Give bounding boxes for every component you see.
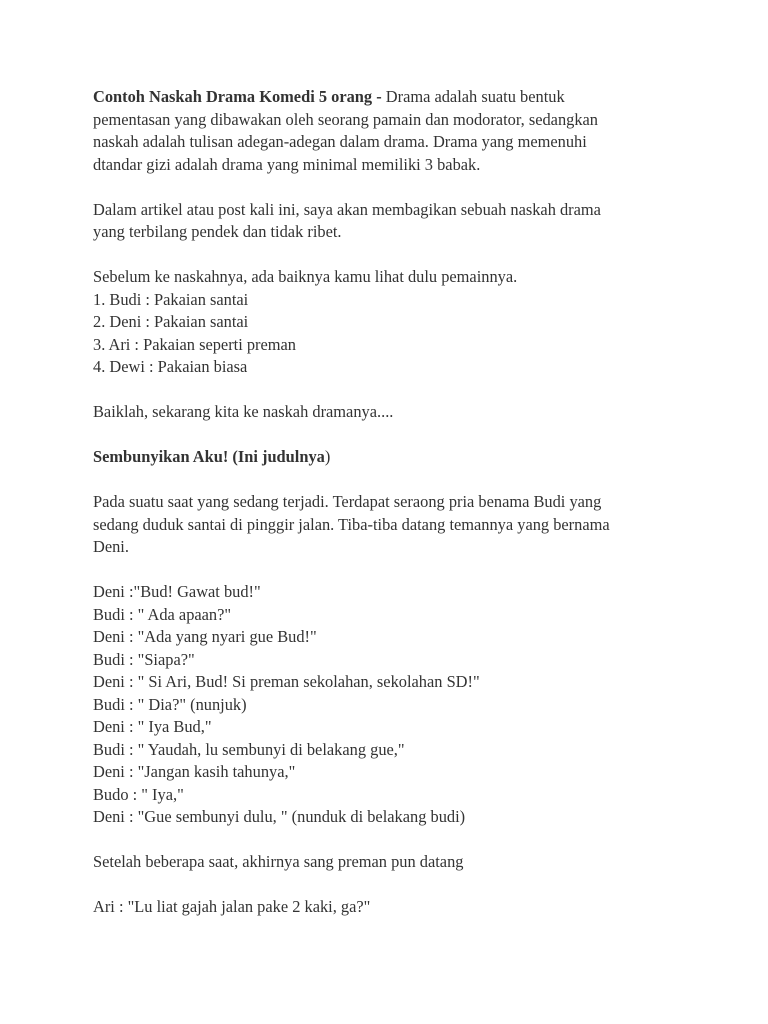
cast-item: 2. Deni : Pakaian santai	[93, 312, 249, 331]
script-title-bold: Sembunyikan Aku! (Ini judulnya	[93, 447, 325, 466]
dialogue-line: Deni : "Jangan kasih tahunya,"	[93, 762, 296, 781]
dialogue-line: Deni : "Gue sembunyi dulu, " (nunduk di belakang budi)	[93, 807, 466, 826]
scene-line-2: sedang duduk santai di pinggir jalan. Tiba-tiba datang temannya yang bernama	[93, 514, 610, 534]
dialogue-line: Budi : "Siapa?"	[93, 649, 195, 669]
after-line: Setelah beberapa saat, akhirnya sang preman pun datang	[93, 852, 464, 871]
ari-line: Ari : "Lu liat gajah jalan pake 2 kaki, ga?"	[93, 897, 371, 916]
article-paragraph	[93, 199, 693, 244]
transition-paragraph	[93, 401, 693, 424]
scene-line-1: Pada suatu saat yang sedang terjadi. Terdapat seraong pria benama Budi yang	[93, 492, 602, 511]
dialogue-line: Deni :"Bud! Gawat bud!"	[93, 582, 261, 601]
cast-intro: Sebelum ke naskahnya, ada baiknya kamu lihat dulu pemainnya.	[93, 267, 518, 286]
intro-line-3: naskah adalah tulisan adegan-adegan dalam drama. Drama yang memenuhi	[93, 132, 587, 151]
article-line-1: Dalam artikel atau post kali ini, saya akan membagikan sebuah naskah drama	[93, 199, 601, 219]
cast-item: 4. Dewi : Pakaian biasa	[93, 357, 248, 376]
intro-title: Contoh Naskah Drama Komedi 5 orang -	[93, 87, 382, 106]
cast-item: 3. Ari : Pakaian seperti preman	[93, 334, 297, 354]
intro-paragraph	[93, 86, 693, 176]
scene-line-3: Deni.	[93, 537, 129, 556]
dialogue-section	[93, 581, 693, 829]
after-paragraph	[93, 851, 693, 874]
intro-line-2: pementasan yang dibawakan oleh seorang pamain dan modorator, sedangkan	[93, 109, 599, 129]
scene-paragraph	[93, 491, 693, 559]
dialogue-line: Deni : " Iya Bud,"	[93, 717, 212, 736]
cast-section	[93, 266, 693, 379]
script-title-end: )	[324, 447, 331, 466]
dialogue-line: Budi : " Yaudah, lu sembunyi di belakang gue,"	[93, 739, 405, 759]
dialogue-line: Budo : " Iya,"	[93, 784, 184, 804]
transition-line: Baiklah, sekarang kita ke naskah dramanya....	[93, 402, 394, 421]
intro-line-4: dtandar gizi adalah drama yang minimal memiliki 3 babak.	[93, 154, 481, 174]
dialogue-line: Deni : " Si Ari, Bud! Si preman sekolahan, sekolahan SD!"	[93, 672, 480, 691]
dialogue-line: Deni : "Ada yang nyari gue Bud!"	[93, 627, 317, 646]
cast-item: 1. Budi : Pakaian santai	[93, 289, 249, 309]
dialogue-line: Budi : " Ada apaan?"	[93, 604, 232, 624]
intro-line-1	[93, 86, 693, 109]
ari-paragraph	[93, 896, 693, 919]
article-body	[93, 86, 693, 919]
dialogue-line: Budi : " Dia?" (nunjuk)	[93, 694, 247, 714]
article-line-2: yang terbilang pendek dan tidak ribet.	[93, 222, 342, 241]
intro-line-1-rest: Drama adalah suatu bentuk	[381, 87, 565, 106]
script-title-line	[93, 446, 693, 469]
script-title	[93, 446, 693, 469]
